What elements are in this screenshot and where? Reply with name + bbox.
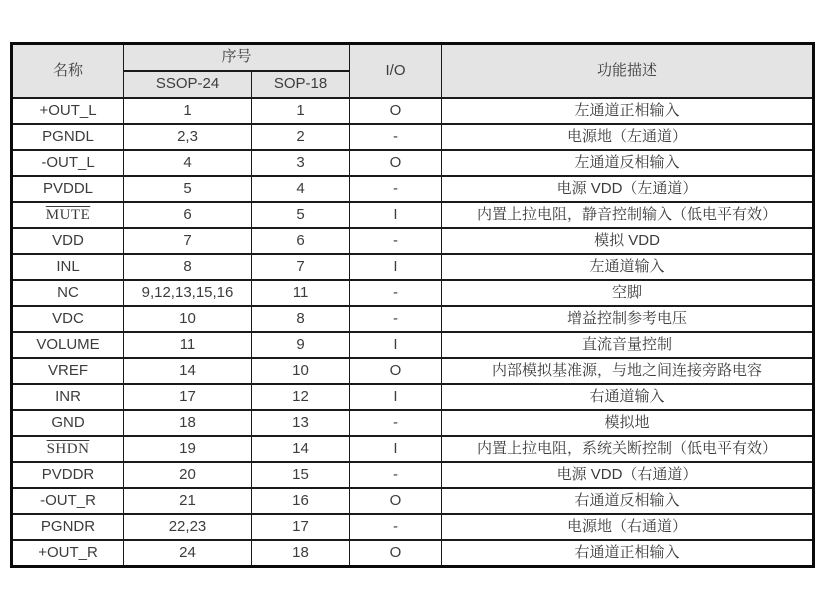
description-cell: 空脚 — [442, 280, 814, 306]
description-cell: 左通道反相输入 — [442, 150, 814, 176]
table-row — [12, 540, 814, 567]
pin-name-cell: PVDDR — [12, 462, 124, 488]
ssop24-pin-cell: 21 — [124, 488, 252, 514]
description-cell: 电源 VDD（左通道） — [442, 176, 814, 202]
ssop24-pin-cell: 11 — [124, 332, 252, 358]
ssop24-pin-cell: 8 — [124, 254, 252, 280]
ssop24-pin-cell: 18 — [124, 410, 252, 436]
pin-name-cell: MUTE — [12, 202, 124, 228]
pin-name-cell: VDD — [12, 228, 124, 254]
table-row — [12, 280, 814, 306]
pin-description-table — [10, 42, 815, 568]
io-cell: I — [350, 436, 442, 462]
ssop24-pin-cell: 5 — [124, 176, 252, 202]
header-number-group: 序号 — [124, 44, 350, 72]
sop18-pin-cell: 12 — [252, 384, 350, 410]
description-cell: 电源地（右通道） — [442, 514, 814, 540]
table-row — [12, 228, 814, 254]
pin-name-cell: NC — [12, 280, 124, 306]
io-cell: O — [350, 150, 442, 176]
table-row — [12, 436, 814, 462]
ssop24-pin-cell: 20 — [124, 462, 252, 488]
ssop24-pin-cell: 7 — [124, 228, 252, 254]
sop18-pin-cell: 16 — [252, 488, 350, 514]
io-cell: I — [350, 332, 442, 358]
sop18-pin-cell: 7 — [252, 254, 350, 280]
table-row — [12, 124, 814, 150]
description-cell: 内部模拟基准源，与地之间连接旁路电容 — [442, 358, 814, 384]
table-row — [12, 202, 814, 228]
io-cell: I — [350, 254, 442, 280]
description-cell: 电源地（左通道） — [442, 124, 814, 150]
ssop24-pin-cell: 2,3 — [124, 124, 252, 150]
io-cell: O — [350, 488, 442, 514]
table-row — [12, 384, 814, 410]
description-cell: 左通道正相输入 — [442, 98, 814, 124]
sop18-pin-cell: 15 — [252, 462, 350, 488]
header-package-sop18: SOP-18 — [252, 71, 350, 98]
io-cell: - — [350, 280, 442, 306]
ssop24-pin-cell: 6 — [124, 202, 252, 228]
table-row — [12, 332, 814, 358]
ssop24-pin-cell: 17 — [124, 384, 252, 410]
io-cell: O — [350, 540, 442, 567]
description-cell: 电源 VDD（右通道） — [442, 462, 814, 488]
ssop24-pin-cell: 19 — [124, 436, 252, 462]
pin-name-cell: VDC — [12, 306, 124, 332]
description-cell: 直流音量控制 — [442, 332, 814, 358]
description-cell: 内置上拉电阻，系统关断控制（低电平有效） — [442, 436, 814, 462]
ssop24-pin-cell: 10 — [124, 306, 252, 332]
pin-name-cell: GND — [12, 410, 124, 436]
ssop24-pin-cell: 24 — [124, 540, 252, 567]
pin-name-cell: +OUT_L — [12, 98, 124, 124]
sop18-pin-cell: 3 — [252, 150, 350, 176]
io-cell: - — [350, 410, 442, 436]
table-row — [12, 254, 814, 280]
ssop24-pin-cell: 14 — [124, 358, 252, 384]
pin-name-cell: INR — [12, 384, 124, 410]
description-cell: 右通道输入 — [442, 384, 814, 410]
header-io: I/O — [350, 44, 442, 99]
pin-name-cell: INL — [12, 254, 124, 280]
sop18-pin-cell: 2 — [252, 124, 350, 150]
header-name: 名称 — [12, 44, 124, 99]
sop18-pin-cell: 8 — [252, 306, 350, 332]
io-cell: - — [350, 306, 442, 332]
table-row — [12, 306, 814, 332]
table-row — [12, 462, 814, 488]
sop18-pin-cell: 13 — [252, 410, 350, 436]
sop18-pin-cell: 1 — [252, 98, 350, 124]
sop18-pin-cell: 4 — [252, 176, 350, 202]
description-cell: 模拟 VDD — [442, 228, 814, 254]
pin-name-cell: PVDDL — [12, 176, 124, 202]
pin-name-cell: VOLUME — [12, 332, 124, 358]
header-package-ssop24: SSOP-24 — [124, 71, 252, 98]
table-row — [12, 98, 814, 124]
ssop24-pin-cell: 22,23 — [124, 514, 252, 540]
description-cell: 右通道正相输入 — [442, 540, 814, 567]
table-row — [12, 410, 814, 436]
description-cell: 模拟地 — [442, 410, 814, 436]
description-cell: 右通道反相输入 — [442, 488, 814, 514]
table-row — [12, 488, 814, 514]
pin-name-cell: PGNDR — [12, 514, 124, 540]
pin-name-cell: PGNDL — [12, 124, 124, 150]
table-row — [12, 358, 814, 384]
io-cell: - — [350, 514, 442, 540]
description-cell: 左通道输入 — [442, 254, 814, 280]
io-cell: - — [350, 176, 442, 202]
pin-name-cell: VREF — [12, 358, 124, 384]
description-cell: 增益控制参考电压 — [442, 306, 814, 332]
ssop24-pin-cell: 1 — [124, 98, 252, 124]
pin-name-cell: SHDN — [12, 436, 124, 462]
sop18-pin-cell: 6 — [252, 228, 350, 254]
sop18-pin-cell: 10 — [252, 358, 350, 384]
ssop24-pin-cell: 9,12,13,15,16 — [124, 280, 252, 306]
io-cell: I — [350, 384, 442, 410]
table-body — [12, 98, 814, 567]
sop18-pin-cell: 11 — [252, 280, 350, 306]
table-row — [12, 150, 814, 176]
table-row — [12, 514, 814, 540]
sop18-pin-cell: 14 — [252, 436, 350, 462]
sop18-pin-cell: 5 — [252, 202, 350, 228]
io-cell: - — [350, 124, 442, 150]
sop18-pin-cell: 17 — [252, 514, 350, 540]
table-header — [12, 44, 814, 99]
io-cell: - — [350, 462, 442, 488]
pin-name-cell: -OUT_R — [12, 488, 124, 514]
io-cell: - — [350, 228, 442, 254]
sop18-pin-cell: 9 — [252, 332, 350, 358]
header-description: 功能描述 — [442, 44, 814, 99]
ssop24-pin-cell: 4 — [124, 150, 252, 176]
table-row — [12, 176, 814, 202]
sop18-pin-cell: 18 — [252, 540, 350, 567]
io-cell: I — [350, 202, 442, 228]
io-cell: O — [350, 98, 442, 124]
pin-name-cell: -OUT_L — [12, 150, 124, 176]
pin-name-cell: +OUT_R — [12, 540, 124, 567]
description-cell: 内置上拉电阻，静音控制输入（低电平有效） — [442, 202, 814, 228]
io-cell: O — [350, 358, 442, 384]
